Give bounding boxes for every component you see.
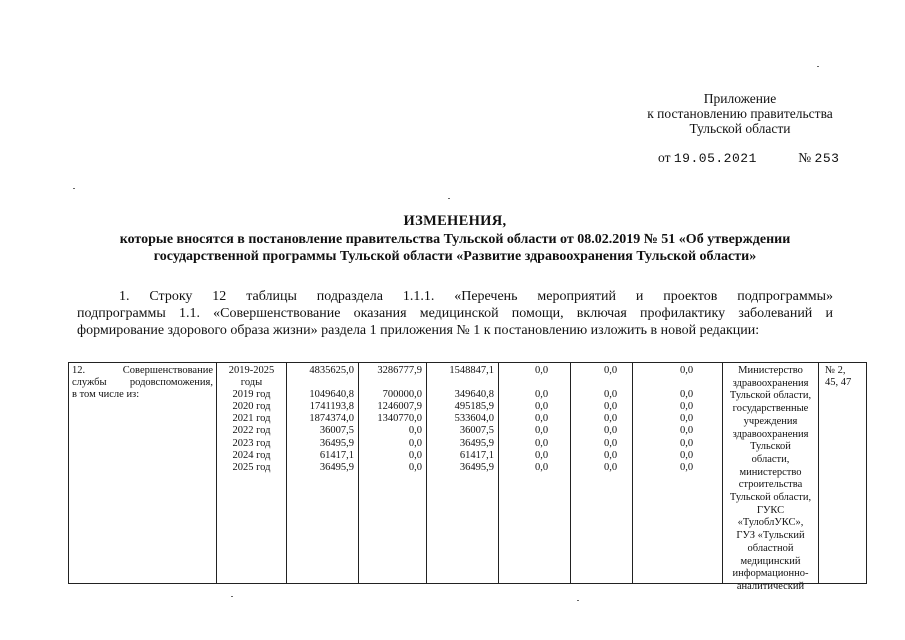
column-indicators [819, 363, 868, 583]
table-cell: медицинский [740, 555, 801, 567]
decree-number: 253 [814, 151, 840, 166]
table-cell [287, 377, 354, 389]
title-line-3: государственной программы Тульской области «Развитие здравоохранения Тульской области» [153, 249, 757, 264]
table-cell: 0,0 [679, 365, 694, 376]
table-cell: 61417,1 [459, 449, 494, 461]
table-cell: 0,0 [534, 461, 549, 473]
table-cell: 36495,9 [319, 461, 354, 473]
table-cell: здравоохранения [732, 428, 809, 440]
table-cell: информационно- [732, 568, 809, 580]
table-cell: 0,0 [534, 413, 549, 425]
table-cell: 0,0 [679, 461, 694, 473]
table-cell: № 2, [825, 365, 846, 376]
table-cell: 0,0 [408, 425, 422, 437]
table-cell: 2021 год [232, 413, 271, 425]
table-cell: 0,0 [603, 413, 618, 425]
table-cell: 1049640,8 [309, 389, 354, 401]
row-label-line-3: в том числе из: [72, 389, 140, 401]
column-local [499, 363, 571, 583]
table-cell: здравоохранения [732, 377, 809, 389]
table-cell: области, [751, 453, 790, 465]
table-cell: 2023 год [232, 437, 271, 449]
scan-speck [817, 66, 819, 67]
table-cell: 1741193,8 [309, 401, 354, 413]
table-cell: 2019-2025 [228, 365, 275, 376]
table-cell: 0,0 [534, 389, 549, 401]
table-cell: 2019 год [232, 389, 271, 401]
table-cell: 2020 год [232, 401, 271, 413]
scan-speck [577, 600, 579, 601]
table-cell: областной [747, 542, 794, 554]
paragraph-line-1: 1. Строку 12 таблицы подраздела 1.1.1. «Перечень мероприятий и проектов подпрограммы» [119, 289, 833, 304]
appendix-header [600, 91, 880, 136]
table-cell: 1246007,9 [377, 401, 422, 413]
column-regional [427, 363, 499, 583]
row-label [72, 365, 213, 401]
table-cell: 0,0 [603, 449, 618, 461]
row-label-line-1: 12. Совершенствование [72, 365, 213, 376]
table-cell: 0,0 [603, 401, 618, 413]
table-cell: 0,0 [679, 425, 694, 437]
paragraph-line-3: формирование здорового образа жизни» раздела 1 приложения № 1 к постановлению изложить в новой редакции: [77, 323, 760, 338]
appendix-line-3: Тульской области [689, 121, 791, 136]
table-cell: министерство [739, 466, 802, 478]
table-cell: 0,0 [603, 461, 618, 473]
table-cell: 2022 год [232, 425, 271, 437]
column-total [287, 363, 359, 583]
column-period [217, 363, 287, 583]
table-cell: 0,0 [603, 389, 618, 401]
table-cell: 61417,1 [319, 449, 354, 461]
table-cell: 36495,9 [459, 437, 494, 449]
table-cell: Тульской [750, 441, 791, 453]
table-cell: ГУКС [756, 504, 785, 516]
table-cell: 0,0 [679, 449, 694, 461]
scan-speck [448, 198, 450, 199]
table-cell: 1548847,1 [449, 365, 494, 376]
table-cell: 0,0 [679, 401, 694, 413]
table-cell [359, 377, 422, 389]
table-cell: 0,0 [408, 449, 422, 461]
table-cell: 0,0 [534, 449, 549, 461]
table-cell: 2024 год [232, 449, 271, 461]
table-cell: 700000,0 [382, 389, 422, 401]
table-cell: 36007,5 [319, 425, 354, 437]
table-cell: 36495,9 [319, 437, 354, 449]
table-cell: Тульской области, [729, 390, 812, 402]
program-table [68, 362, 867, 592]
appendix-line-2: к постановлению правительства [647, 106, 833, 121]
table-cell: 3286777,9 [377, 365, 422, 376]
column-extra [633, 363, 723, 583]
table-cell: 0,0 [603, 437, 618, 449]
document-title [60, 213, 850, 266]
table-cell: 0,0 [679, 437, 694, 449]
table-cell [589, 377, 632, 389]
table-cell [427, 377, 494, 389]
table-cell: ГУЗ «Тульский [736, 530, 805, 542]
title-heading: ИЗМЕНЕНИЯ, [403, 213, 507, 229]
table-cell: 2025 год [232, 461, 271, 473]
table-cell: 495185,9 [454, 401, 494, 413]
table-cell: 0,0 [534, 425, 549, 437]
table-cell: 45, 47 [825, 377, 852, 389]
table-cell: 36495,9 [459, 461, 494, 473]
table-cell: 0,0 [679, 413, 694, 425]
table-cell: Тульской области, [729, 492, 812, 504]
table-cell: 533604,0 [454, 413, 494, 425]
title-line-2: которые вносятся в постановление правительства Тульской области от 08.02.2019 № 51 «Об утверждении [119, 231, 791, 247]
table-cell: 0,0 [603, 425, 618, 437]
table-cell: государственные [732, 403, 809, 415]
table-cell: строительства [738, 479, 803, 491]
table-cell: 0,0 [679, 389, 694, 401]
paragraph-line-2: подпрограммы 1.1. «Совершенствование оказания медицинской помощи, включая профилактику заболеваний и [77, 306, 833, 321]
table-cell: 0,0 [534, 401, 549, 413]
table-cell: учреждения [743, 415, 798, 427]
column-federal [359, 363, 427, 583]
column-activity [69, 363, 217, 583]
table-cell: 4835625,0 [309, 365, 354, 376]
table-cell: годы [240, 377, 263, 389]
table-cell: 349640,8 [454, 389, 494, 401]
table-cell: 0,0 [408, 437, 422, 449]
table-cell: 0,0 [534, 365, 549, 376]
scan-speck [73, 188, 75, 189]
table-cell: «ТулоблУКС», [737, 517, 804, 529]
body-paragraph [77, 288, 833, 339]
table-cell: Министерство [738, 365, 803, 376]
date-prefix: от [658, 150, 671, 165]
table-cell: 36007,5 [459, 425, 494, 437]
scan-speck [231, 596, 233, 597]
table-cell: 0,0 [534, 437, 549, 449]
table-cell: 1874374,0 [309, 413, 354, 425]
table-cell [651, 377, 722, 389]
table-cell [513, 377, 570, 389]
column-executors [723, 363, 819, 592]
number-label: № [798, 150, 812, 165]
table-cell: 1340770,0 [377, 413, 422, 425]
table-cell: 0,0 [603, 365, 618, 376]
decree-date-line [658, 150, 839, 166]
column-other [571, 363, 633, 583]
appendix-line-1: Приложение [703, 91, 777, 106]
table-cell: 0,0 [408, 461, 422, 473]
row-label-line-2: службы родовспоможения, [72, 377, 213, 389]
decree-date: 19.05.2021 [673, 151, 757, 166]
table-cell: аналитический [736, 580, 805, 592]
